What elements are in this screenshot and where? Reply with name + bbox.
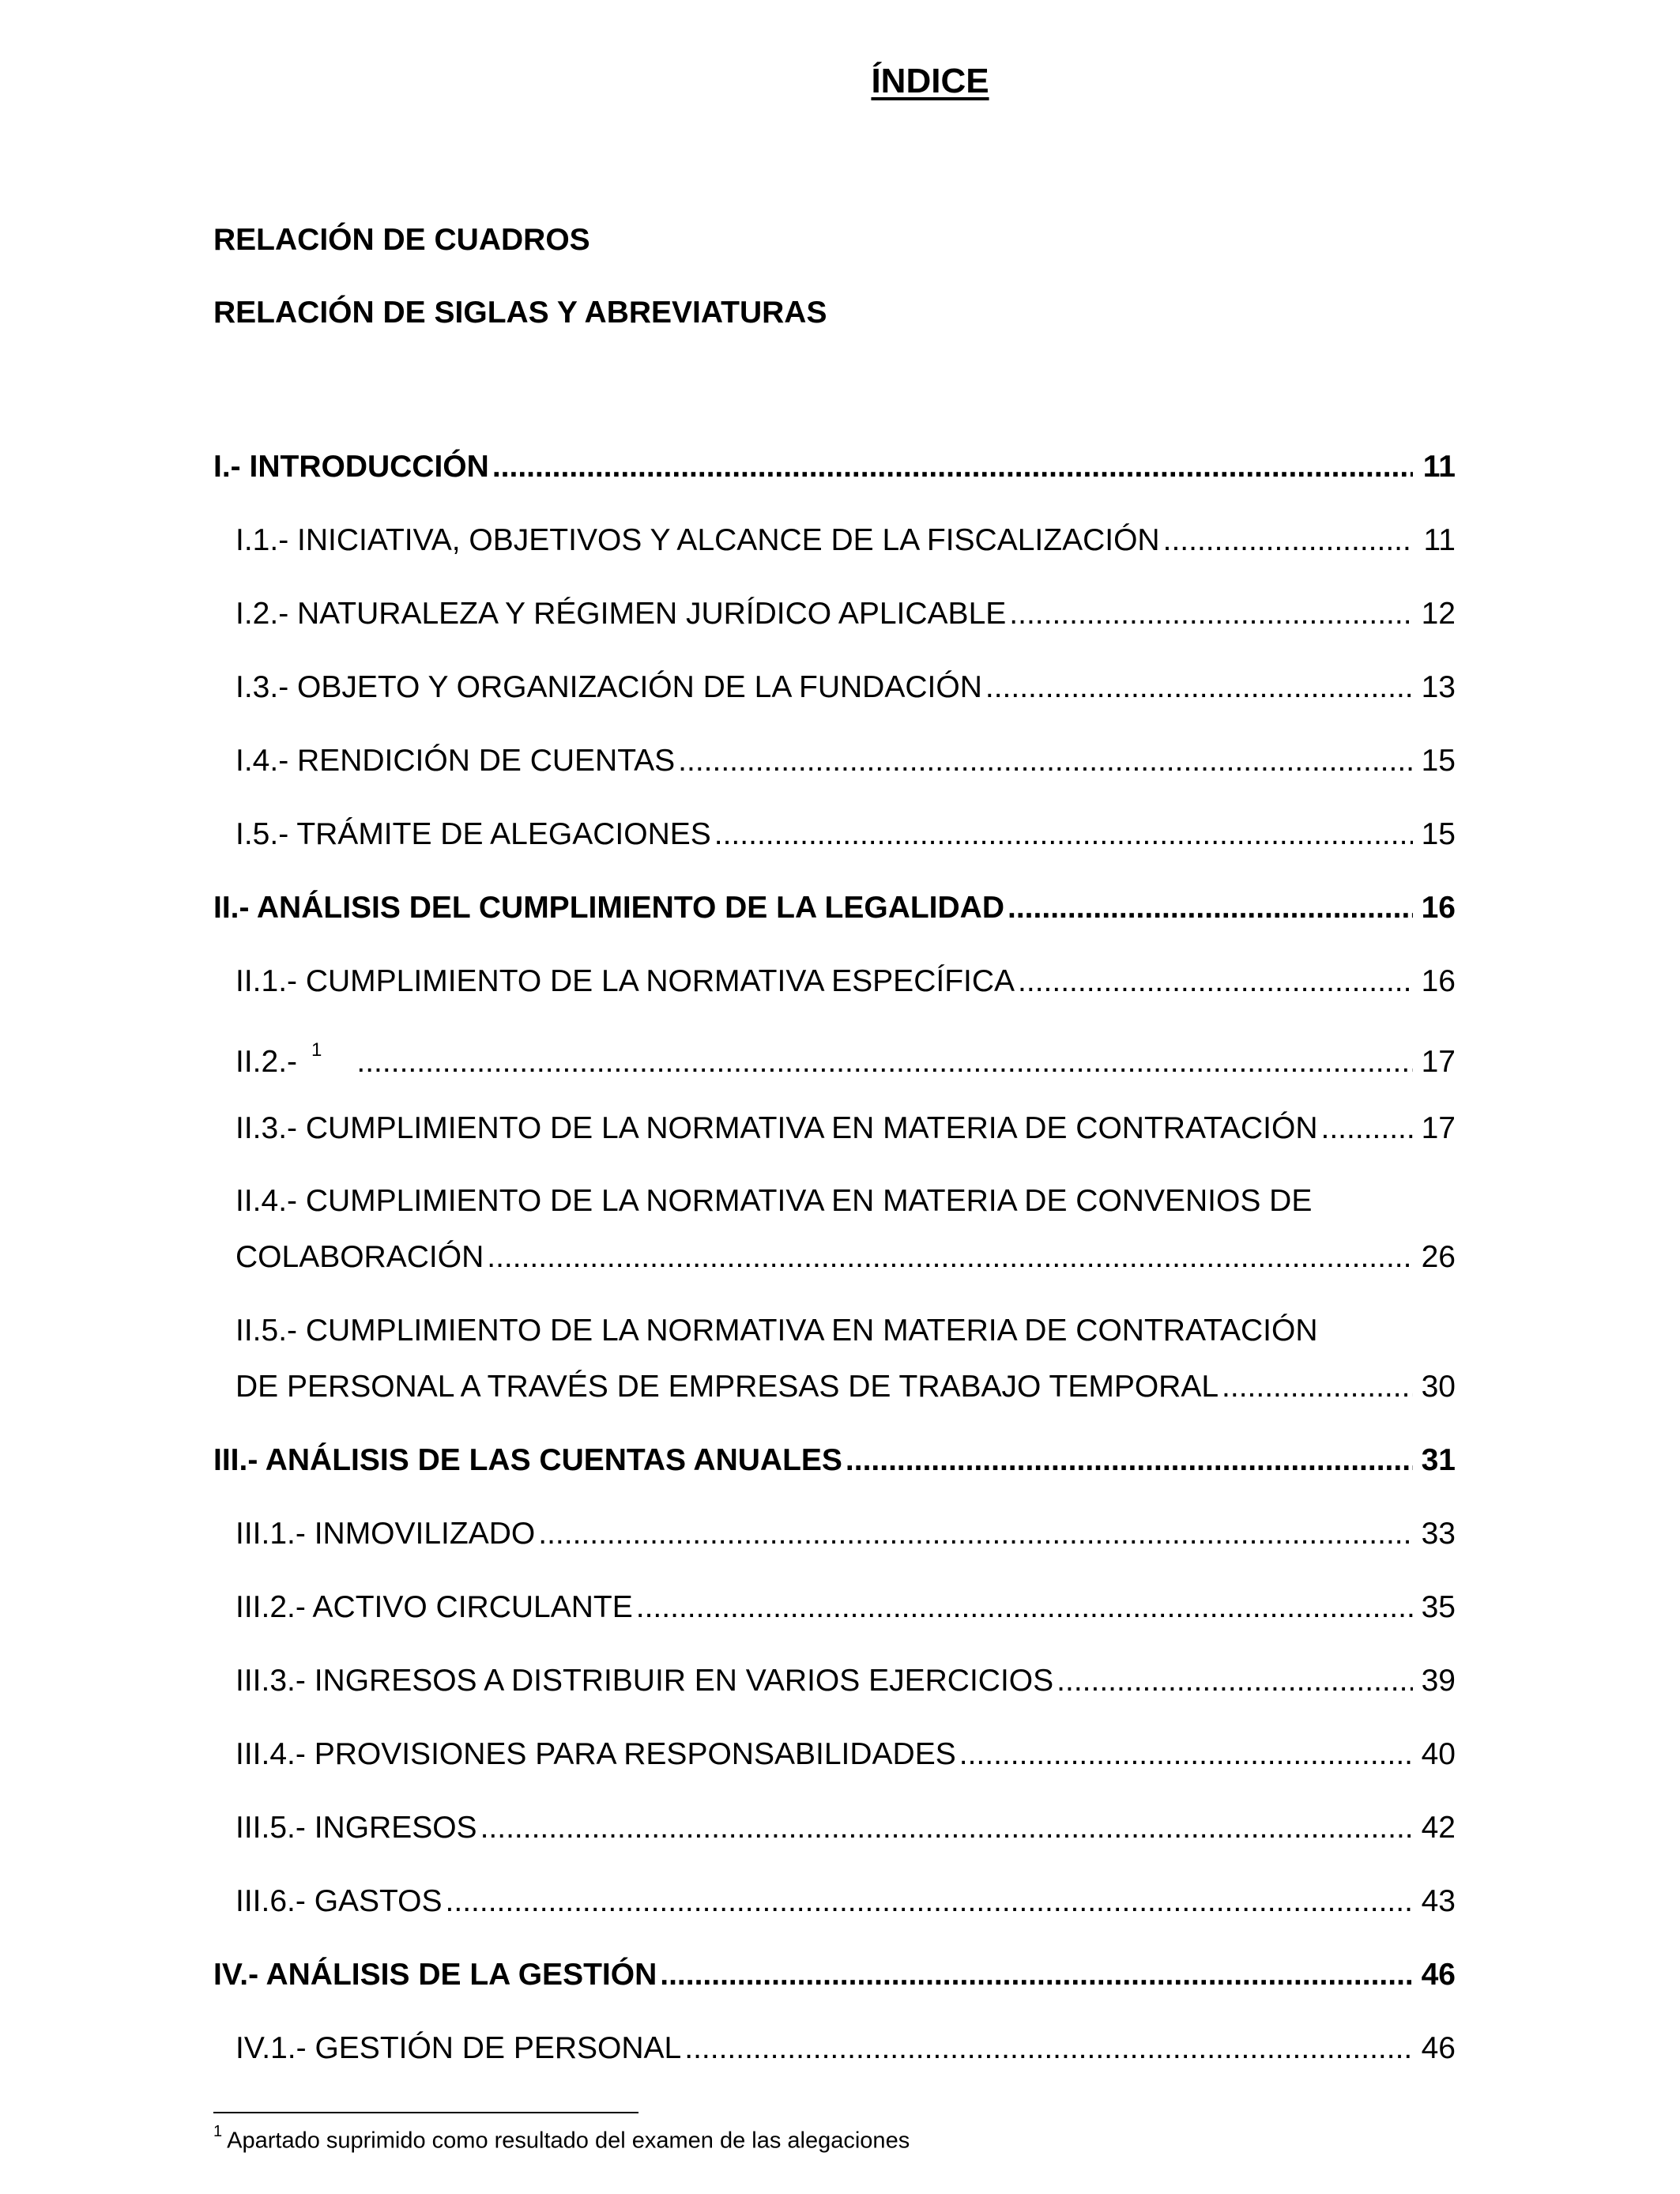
toc-page-number: 15 xyxy=(1421,744,1456,778)
toc-leader-dots xyxy=(846,1441,1413,1480)
toc-leader-dots xyxy=(487,1238,1413,1277)
toc-page-number: 42 xyxy=(1421,1811,1456,1845)
toc-entry-i4[interactable] xyxy=(235,741,1456,781)
toc-leader-dots xyxy=(446,1882,1413,1921)
toc-page-number: 11 xyxy=(1422,450,1456,484)
footnote-number: 1 xyxy=(213,2123,223,2140)
toc-leader-dots xyxy=(356,1042,1413,1082)
toc-entry-ii1[interactable] xyxy=(235,962,1456,1001)
toc-entry-iii5[interactable] xyxy=(235,1808,1456,1848)
toc-entry-title: I.5.- TRÁMITE DE ALEGACIONES xyxy=(235,817,711,851)
toc-entry-ii3[interactable] xyxy=(235,1109,1456,1148)
toc-page-number: 33 xyxy=(1421,1517,1456,1551)
footnote xyxy=(213,2123,910,2154)
toc-leader-dots xyxy=(959,1735,1413,1774)
toc-entry-ii[interactable] xyxy=(213,888,1456,928)
toc-entry-iii2[interactable] xyxy=(235,1588,1456,1627)
toc-entry-title: III.- ANÁLISIS DE LAS CUENTAS ANUALES xyxy=(213,1443,842,1477)
toc-page-number: 11 xyxy=(1423,523,1456,557)
toc-leader-dots xyxy=(985,668,1413,707)
toc-leader-dots xyxy=(1222,1367,1413,1407)
toc-page-number: 12 xyxy=(1421,597,1456,631)
toc-entry-title: III.2.- ACTIVO CIRCULANTE xyxy=(235,1590,633,1624)
toc-entry-title: I.1.- INICIATIVA, OBJETIVOS Y ALCANCE DE LA FISCALIZACIÓN xyxy=(235,523,1160,557)
toc-page-number: 31 xyxy=(1421,1443,1456,1477)
toc-entry-title: II.- ANÁLISIS DEL CUMPLIMIENTO DE LA LEGALIDAD xyxy=(213,891,1005,925)
toc-entry-title: III.6.- GASTOS xyxy=(235,1884,443,1918)
toc-page-number: 16 xyxy=(1421,964,1456,998)
toc-entry-title: DE PERSONAL A TRAVÉS DE EMPRESAS DE TRABAJO TEMPORAL xyxy=(235,1370,1219,1404)
toc-entry-iii[interactable] xyxy=(213,1441,1456,1480)
toc-page-number: 13 xyxy=(1421,670,1456,704)
toc-entry-ii4-line1[interactable]: II.4.- CUMPLIMIENTO DE LA NORMATIVA EN MATERIA DE CONVENIOS DE xyxy=(235,1184,1313,1218)
toc-entry-i5[interactable] xyxy=(235,815,1456,854)
toc-entry-title: I.- INTRODUCCIÓN xyxy=(213,450,489,484)
toc-entry-title: III.5.- INGRESOS xyxy=(235,1811,477,1845)
toc-page-number: 15 xyxy=(1421,817,1456,851)
toc-entry-title: III.4.- PROVISIONES PARA RESPONSABILIDADES xyxy=(235,1737,956,1771)
toc-leader-dots xyxy=(492,447,1413,487)
footnote-reference[interactable]: 1 xyxy=(311,1039,322,1061)
toc-entry-i2[interactable] xyxy=(235,594,1456,634)
toc-leader-dots xyxy=(1008,888,1413,928)
toc-page-number: 35 xyxy=(1421,1590,1456,1624)
toc-entry-title: I.2.- NATURALEZA Y RÉGIMEN JURÍDICO APLICABLE xyxy=(235,597,1007,631)
toc-page-number: 40 xyxy=(1421,1737,1456,1771)
toc-entry-title: COLABORACIÓN xyxy=(235,1240,484,1274)
toc-page-number: 16 xyxy=(1421,891,1456,925)
toc-entry-ii5-line1[interactable]: II.5.- CUMPLIMIENTO DE LA NORMATIVA EN MATERIA DE CONTRATACIÓN xyxy=(235,1314,1318,1348)
toc-entry-iii4[interactable] xyxy=(235,1735,1456,1774)
toc-page-number: 26 xyxy=(1421,1240,1456,1274)
page-title: ÍNDICE xyxy=(871,62,989,100)
toc-leader-dots xyxy=(678,741,1413,781)
toc-entry-title: II.3.- CUMPLIMIENTO DE LA NORMATIVA EN MATERIA DE CONTRATACIÓN xyxy=(235,1111,1318,1145)
toc-page-number: 39 xyxy=(1421,1664,1456,1698)
toc-entry-title xyxy=(235,1035,353,1082)
toc-entry-title: III.3.- INGRESOS A DISTRIBUIR EN VARIOS EJERCICIOS xyxy=(235,1664,1054,1698)
toc-page-number: 30 xyxy=(1421,1370,1456,1404)
toc-entry-ii5[interactable] xyxy=(235,1367,1456,1407)
toc-page-number: 46 xyxy=(1421,2031,1456,2065)
toc-page-number: 17 xyxy=(1421,1045,1456,1079)
front-relacion-cuadros[interactable]: RELACIÓN DE CUADROS xyxy=(213,223,590,257)
toc-entry-iii6[interactable] xyxy=(235,1882,1456,1921)
toc-leader-dots xyxy=(538,1514,1413,1554)
toc-leader-dots xyxy=(1018,962,1413,1001)
toc-entry-title: I.3.- OBJETO Y ORGANIZACIÓN DE LA FUNDACIÓN xyxy=(235,670,982,704)
toc-entry-title: IV.1.- GESTIÓN DE PERSONAL xyxy=(235,2031,682,2065)
toc-leader-dots xyxy=(1009,594,1413,634)
toc-leader-dots xyxy=(636,1588,1413,1627)
toc-page-number: 46 xyxy=(1421,1958,1456,1992)
toc-leader-dots xyxy=(480,1808,1413,1848)
footnote-separator xyxy=(213,2112,638,2113)
toc-entry-title: I.4.- RENDICIÓN DE CUENTAS xyxy=(235,744,676,778)
toc-leader-dots xyxy=(1321,1109,1413,1148)
toc-entry-title: III.1.- INMOVILIZADO xyxy=(235,1517,536,1551)
toc-leader-dots xyxy=(660,1955,1413,1995)
footnote-text: Apartado suprimido como resultado del examen de las alegaciones xyxy=(227,2128,910,2154)
toc-page-number: 43 xyxy=(1421,1884,1456,1918)
toc-entry-ii2[interactable] xyxy=(235,1035,1456,1079)
toc-leader-dots xyxy=(714,815,1413,854)
toc-leader-dots xyxy=(1057,1661,1413,1701)
toc-leader-dots xyxy=(684,2029,1413,2068)
toc-entry-title: II.1.- CUMPLIMIENTO DE LA NORMATIVA ESPECÍFICA xyxy=(235,964,1015,998)
toc-entry-i[interactable] xyxy=(213,447,1456,487)
toc-entry-ii4[interactable] xyxy=(235,1238,1456,1277)
toc-entry-iv1[interactable] xyxy=(235,2029,1456,2068)
toc-entry-iii1[interactable] xyxy=(235,1514,1456,1554)
toc-entry-number: II.2.- xyxy=(235,1045,298,1079)
front-relacion-siglas[interactable]: RELACIÓN DE SIGLAS Y ABREVIATURAS xyxy=(213,296,827,330)
toc-page-number: 17 xyxy=(1421,1111,1456,1145)
toc-entry-i3[interactable] xyxy=(235,668,1456,707)
toc-entry-iii3[interactable] xyxy=(235,1661,1456,1701)
toc-leader-dots xyxy=(1163,521,1413,560)
toc-entry-iv[interactable] xyxy=(213,1955,1456,1995)
toc-entry-i1[interactable] xyxy=(235,521,1456,560)
toc-entry-title: IV.- ANÁLISIS DE LA GESTIÓN xyxy=(213,1958,657,1992)
